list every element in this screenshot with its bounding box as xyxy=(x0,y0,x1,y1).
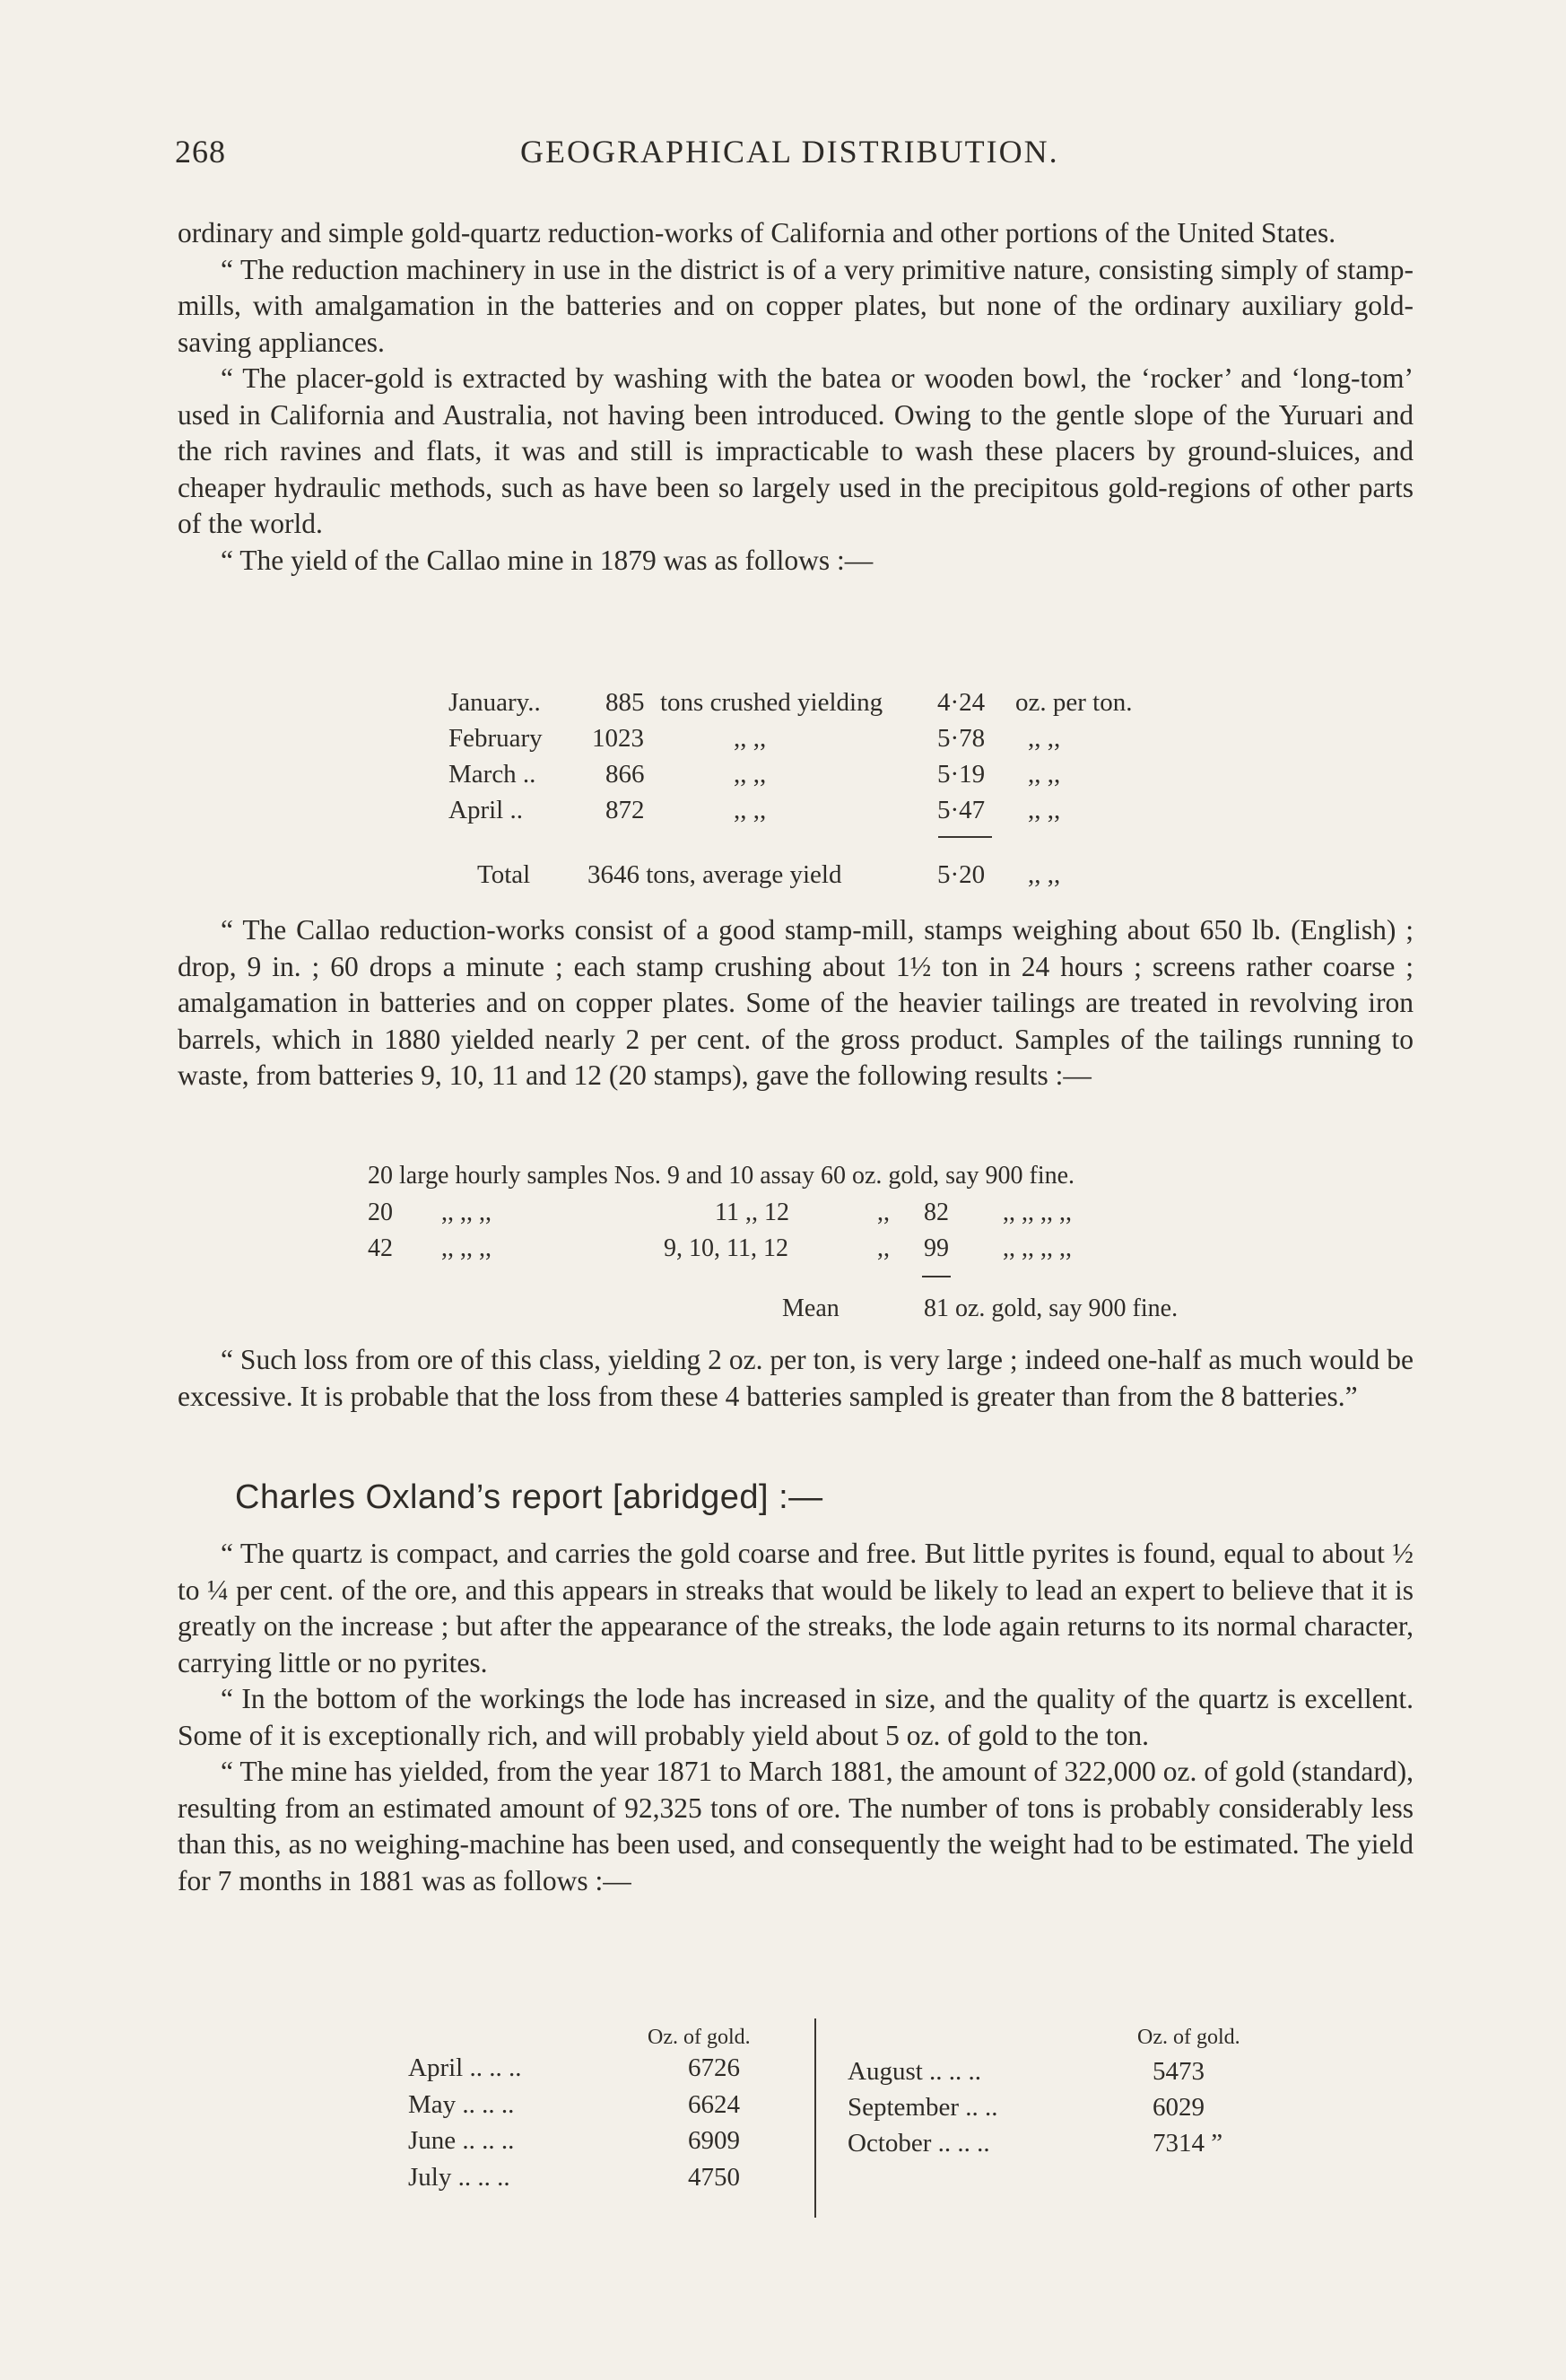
running-title: GEOGRAPHICAL DISTRIBUTION. xyxy=(520,134,1059,170)
paragraph: “ The yield of the Callao mine in 1879 was as follows :— xyxy=(221,544,874,576)
column-divider xyxy=(814,2018,816,2218)
paragraph: “ The placer-gold is extracted by washing with the batea or wooden bowl, the ‘rocker’ and ‘long-tom’ used in California and Australia, not having been introduced. Owing to the gentle slope of the Yuruari and the rich ravines and flats, it was and still is impracticable to wash these placers by ground-sluices, and cheaper hydraulic methods, such as have been so largely used in the precipitous gold-regions of other parts of the world. xyxy=(178,362,1414,539)
text-block-4 xyxy=(178,1536,1414,1899)
paragraph: “ The reduction machinery in use in the district is of a very primitive nature, consisting simply of stamp-mills, with amalgamation in the batteries and on copper plates, but none of the ordinary auxiliary gold-saving appliances. xyxy=(178,253,1414,358)
text-block-2 xyxy=(178,912,1414,1094)
paragraph: “ The Callao reduction-works consist of a good stamp-mill, stamps weighing about 650 lb. (English) ; drop, 9 in. ; 60 drops a minute ; each stamp crushing about 1½ ton in 24 hours ; screens rather coarse ; amalgamation in batteries and on copper plates. Some of the heavier tailings are treated in revolving iron barrels, which in 1880 yielded nearly 2 per cent. of the gross product. Samples of the tailings running to waste, from batteries 9, 10, 11 and 12 (20 stamps), gave the following results :— xyxy=(178,914,1414,1091)
page-number: 268 xyxy=(175,134,226,170)
column-header: Oz. of gold. xyxy=(1137,2026,1240,2049)
text-block-3 xyxy=(178,1342,1414,1415)
paragraph: “ The quartz is compact, and carries the gold coarse and free. But little pyrites is found, equal to about ½ to ¼ per cent. of the ore, and this appears in streaks that would be likely to lead an expert to believe that it is greatly on the increase ; but after the appearance of the streaks, the lode again returns to its normal character, carrying little or no pyrites. xyxy=(178,1538,1414,1678)
paragraph: “ In the bottom of the workings the lode has increased in size, and the quality of the quartz is excellent. Some of it is exceptionally rich, and will probably yield about 5 oz. of gold to the ton. xyxy=(178,1683,1414,1751)
sum-rule xyxy=(938,836,992,838)
column-header: Oz. of gold. xyxy=(648,2026,751,2049)
section-heading: Charles Oxland’s report [abridged] :— xyxy=(235,1478,823,1516)
paragraph: “ The mine has yielded, from the year 1871 to March 1881, the amount of 322,000 oz. of gold (standard), resulting from an estimated amount of 92,325 tons of ore. The number of tons is probably considerably less than this, as no weighing-machine has been used, and consequently the weight had to be estimated. The yield for 7 months in 1881 was as follows :— xyxy=(178,1756,1414,1896)
book-page: 268 GEOGRAPHICAL DISTRIBUTION. ordinary and simple gold-quartz reduction-works of California and other portions of the United States. “ The reduction machinery in use in the district is of a very primitive nature, consisting simply of stamp-mills, with amalgamation in the batteries and on copper plates, but none of the ordinary auxiliary gold-saving appliances. “ The placer-gold is extracted by washing with the batea or wooden bowl, the ‘rocker’ and ‘long-tom’ used in California and Australia, not having been introduced. Owing to the gentle slope of the Yuruari and the rich ravines and flats, it was and still is impracticable to wash these placers by ground-sluices, and cheaper hydraulic methods, such as have been so largely used in the precipitous gold-regions of other parts of the world. “ The yield of the Callao mine in 1879 was as follows :— January.. 885 tons crushed yielding 4·24 oz. per ton. February 1023 ,, ,, 5·78 ,, ,, March .. 866 ,, ,, 5·19 ,, ,, April .. 872 ,, ,, 5·47 ,, ,, Total 3646 tons, average yield 5·20 ,, ,, “ The Callao reduction-works consist of a good stamp-mill, stamps weighing about 650 lb. (English) ; drop, 9 in. ; 60 drops a minute ; each stamp crushing about 1½ ton in 24 hours ; screens rather coarse ; amalgamation in batteries and on copper plates. Some of the heavier tailings are treated in revolving iron barrels, which in 1880 yielded nearly 2 per cent. of the gross product. Samples of the tailings running to waste, from batteries 9, 10, 11 and 12 (20 stamps), gave the following results :— 20 large hourly samples Nos. 9 and 10 assay 60 oz. gold, say 900 fine. 20 ,, ,, ,, 11 ,, 12 ,, 82 ,, ,, ,, ,, 42 ,, ,, ,, 9, 10, 11, 12 ,, 99 ,, ,, ,, ,, Mean 81 oz. gold, say 900 fine. “ Such loss from ore of this class, yielding 2 oz. per ton, is very large ; indeed one-half as much would be excessive. It is probable that the loss from these 4 batteries sampled is greater than from the 8 batteries.” Charles Oxland’s report [abridged] :— “ The quartz is compact, and carries the gold coarse and free. But little pyrites is found, equal to about ½ to ¼ per cent. of the ore, and this appears in streaks that would be likely to lead an expert to believe that it is greatly on the increase ; but after the appearance of the streaks, the lode again returns to its normal character, carrying little or no pyrites. “ In the bottom of the workings the lode has increased in size, and the quality of the quartz is excellent. Some of it is exceptionally rich, and will probably yield about 5 oz. of gold to the ton. “ The mine has yielded, from the year 1871 to March 1881, the amount of 322,000 oz. of gold (standard), resulting from an estimated amount of 92,325 tons of ore. The number of tons is probably considerably less than this, as no weighing-machine has been used, and consequently the weight had to be estimated. The yield for 7 months in 1881 was as follows :— Oz. of gold. Oz. of gold. April .. .. .. 6726 May .. .. .. 6624 June .. .. .. 6909 July .. .. .. 4750 August .. .. .. 5473 September .. .. 6029 October .. .. .. 7314 ” xyxy=(0,0,1566,2380)
sum-rule xyxy=(922,1276,951,1277)
text-block-1 xyxy=(178,215,1414,579)
paragraph: “ Such loss from ore of this class, yielding 2 oz. per ton, is very large ; indeed one-half as much would be excessive. It is probable that the loss from these 4 batteries sampled is greater than from the 8 batteries.” xyxy=(178,1344,1414,1412)
paragraph: ordinary and simple gold-quartz reduction-works of California and other portions of the United States. xyxy=(178,217,1336,248)
